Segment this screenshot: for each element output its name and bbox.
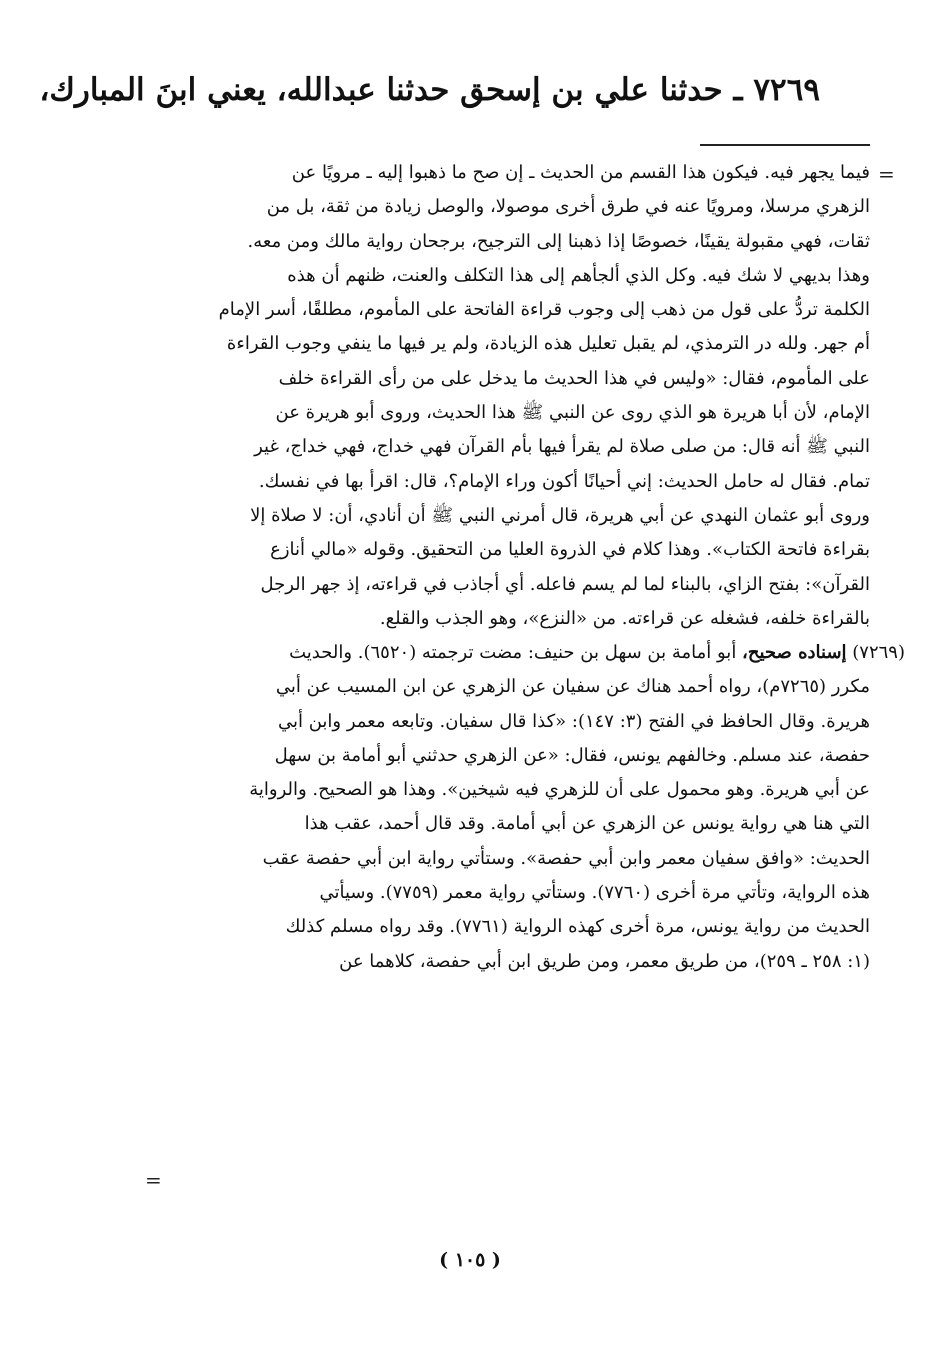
footnote-line: الكلمة تردُّ على قول من ذهب إلى وجوب قراءة الفاتحة على المأموم، مطلقًا، أسر الإمام — [218, 299, 870, 321]
page-number: ( ١٠٥ ) — [439, 1249, 501, 1271]
footnote-7269 — [150, 636, 905, 670]
footnote-line: وروى أبو عثمان النهدي عن أبي هريرة، قال أمرني النبي ﷺ أن أنادي، أن: لا صلاة إلا — [250, 504, 870, 526]
continued-footnote — [150, 156, 870, 636]
footnote-line: عن أبي هريرة. وهو محمول على أن للزهري فيه شيخين». وهذا هو الصحيح. والرواية — [249, 779, 870, 801]
footnote-line: الزهري مرسلا، ومرويًا عنه في طرق أخرى موصولا، والوصل زيادة من ثقة، بل من — [266, 196, 870, 218]
isnad-verdict: إسناده صحيح، — [742, 642, 847, 663]
footnote-7269-body — [150, 670, 870, 979]
footnote-line: تمام. فقال له حامل الحديث: إني أحيانًا أكون وراء الإمام؟، قال: اقرأ بها في نفسك. — [258, 470, 870, 492]
footnote-line: الإمام، لأن أبا هريرة هو الذي روى عن النبي ﷺ هذا الحديث، وروى أبو هريرة عن — [275, 402, 870, 424]
footnote-line: الحديث: «وافق سفيان معمر وابن أبي حفصة». وستأتي رواية ابن أبي حفصة عقب — [262, 847, 870, 869]
footnote-line: على المأموم، فقال: «وليس في هذا الحديث ما يدخل على من رأى القراءة خلف — [278, 367, 870, 389]
footnote-line: بالقراءة خلفه، فشغله عن قراءته. من «النزع»، وهو الجذب والقلع. — [379, 607, 870, 629]
hadith-number: ٧٢٦٩ — [753, 72, 820, 108]
heading-dash: ـ — [733, 72, 743, 108]
footnote-line: القرآن»: بفتح الزاي، بالبناء لما لم يسم فاعله. أي أجاذب في قراءته، إذ جهر الرجل — [260, 573, 870, 595]
footnote-line: (١: ٢٥٨ ـ ٢٥٩)، من طريق معمر، ومن طريق ابن أبي حفصة، كلاهما عن — [339, 950, 870, 972]
footnote-line: الحديث من رواية يونس، مرة أخرى كهذه الرواية (٧٧٦١). وقد رواه مسلم كذلك — [285, 916, 870, 938]
hadith-chain-text: حدثنا علي بن إسحق حدثنا عبدالله، يعني ابنَ المبارك، — [39, 72, 723, 108]
footnote-line: هريرة. وقال الحافظ في الفتح (٣: ١٤٧): «كذا قال سفيان. وتابعه معمر وابن أبي — [277, 710, 870, 732]
continuation-mark-bottom: = — [145, 1168, 162, 1192]
footnote-7269-first-line — [150, 636, 905, 670]
continuation-mark-top: = — [878, 162, 895, 186]
footnote-separator-rule — [700, 144, 870, 146]
footnote-line: هذه الرواية، وتأتي مرة أخرى (٧٧٦٠). وستأتي رواية معمر (٧٧٥٩). وسيأتي — [319, 882, 870, 904]
footnote-line: أبو أمامة بن سهل بن حنيف: مضت ترجمته (٦٥٢٠). والحديث — [289, 642, 743, 663]
footnote-line: التي هنا هي رواية يونس عن الزهري عن أبي أمامة. وقد قال أحمد، عقب هذا — [304, 813, 870, 835]
footnote-line: النبي ﷺ أنه قال: من صلى صلاة لم يقرأ فيها بأم القرآن فهي خداج، فهي خداج، غير — [254, 436, 870, 458]
footnote-line: أم جهر. ولله در الترمذي، لم يقبل تعليل هذه الزيادة، ولم ير فيها ما ينفي وجوب القراءة — [226, 333, 870, 355]
footnote-line: ثقات، فهي مقبولة يقينًا، خصوصًا إذا ذهبنا إلى الترجيح، برجحان رواية مالك ومن معه. — [247, 230, 870, 252]
footnote-line: فيما يجهر فيه. فيكون هذا القسم من الحديث ـ إن صح ما ذهبوا إليه ـ مرويًا عن — [291, 162, 870, 183]
footnote-line: وهذا بديهي لا شك فيه. وكل الذي ألجأهم إلى هذا التكلف والعنت، ظنهم أن هذه — [287, 264, 870, 286]
footnote-line: مكرر (٧٢٦٥م)، رواه أحمد هناك عن سفيان عن الزهري عن ابن المسيب عن أبي — [275, 676, 870, 698]
hadith-heading — [39, 66, 820, 114]
footnote-line: حفصة، عند مسلم. وخالفهم يونس، فقال: «عن الزهري حدثني أبو أمامة بن سهل — [274, 744, 870, 766]
footnote-line: بقراءة فاتحة الكتاب». وهذا كلام في الذروة العليا من التحقيق. وقوله «مالي أنازع — [270, 539, 870, 561]
footnote-number: (٧٢٦٩) — [852, 642, 905, 663]
